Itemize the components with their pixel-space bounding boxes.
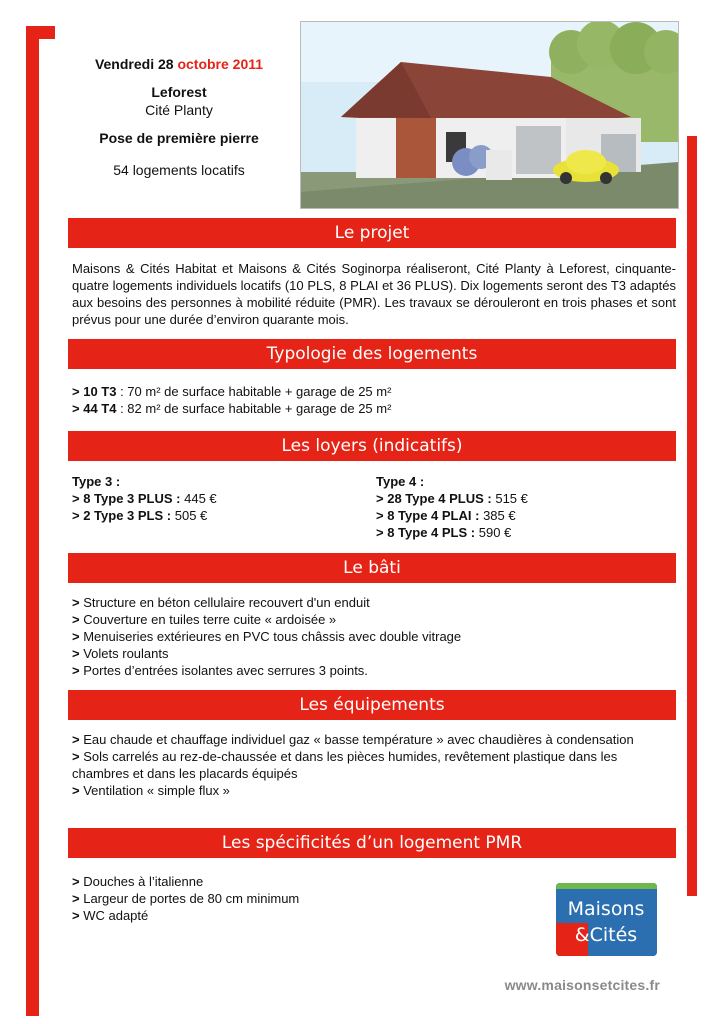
svg-text:Maisons: Maisons xyxy=(567,898,645,920)
list-item: > WC adapté xyxy=(72,908,149,923)
maisons-et-cites-logo xyxy=(556,883,657,956)
list-item: > Eau chaude et chauffage individuel gaz « basse température » avec chaudières à condensation xyxy=(72,732,634,747)
projet-description: Maisons & Cités Habitat et Maisons & Cités Soginorpa réaliseront, Cité Planty à Leforest, cinquante-quatre logements individuels locatifs (10 PLS, 8 PLAI et 36 PLUS). Dix logements seront des T3 adaptés aux besoins des personnes à mobilité réduite (PMR). Les travaux se dérouleront en trois phases et sont prévus pour une durée d’environ quarante mois. xyxy=(72,261,676,327)
equipements-list xyxy=(72,731,676,799)
website-url: www.maisonsetcites.fr xyxy=(504,977,660,993)
list-item: > Ventilation « simple flux » xyxy=(72,783,230,798)
section-header-loyers: Les loyers (indicatifs) xyxy=(68,431,676,461)
list-item: > 10 T3 : 70 m² de surface habitable + garage de 25 m² xyxy=(72,384,392,399)
list-item: > Largeur de portes de 80 cm minimum xyxy=(72,891,300,906)
list-item: > 8 Type 4 PLAI : 385 € xyxy=(376,508,516,523)
rent-type3-column xyxy=(72,473,217,524)
list-item: > 8 Type 4 PLS : 590 € xyxy=(376,525,512,540)
section-header-equipements: Les équipements xyxy=(68,690,676,720)
list-item: > Menuiseries extérieures en PVC tous châssis avec double vitrage xyxy=(72,629,462,644)
list-item: > Volets roulants xyxy=(72,646,169,661)
section-header-pmr: Les spécificités d’un logement PMR xyxy=(68,828,676,858)
event-date: Vendredi 28 octobre 2011 xyxy=(94,56,264,72)
right-red-bar xyxy=(687,136,697,896)
rent-type3-title: Type 3 : xyxy=(72,474,121,489)
list-item: > 44 T4 : 82 m² de surface habitable + garage de 25 m² xyxy=(72,401,392,416)
header-block xyxy=(66,55,292,179)
list-item: > 28 Type 4 PLUS : 515 € xyxy=(376,491,528,506)
house-illustration xyxy=(301,22,678,208)
list-item: > Portes d’entrées isolantes avec serrures 3 points. xyxy=(72,663,368,678)
svg-text:&Cités: &Cités xyxy=(574,924,638,946)
rent-type4-title: Type 4 : xyxy=(376,474,425,489)
town-name: Leforest xyxy=(151,84,207,100)
list-item: > Sols carrelés au rez-de-chaussée et dans les pièces humides, revêtement plastique dans les chambres et dans les placards équipés xyxy=(72,749,618,781)
site-name: Cité Planty xyxy=(145,102,213,118)
section-header-projet: Le projet xyxy=(68,218,676,248)
logo-mark xyxy=(556,883,657,956)
list-item: > 8 Type 3 PLUS : 445 € xyxy=(72,491,217,506)
bati-list xyxy=(72,594,676,679)
list-item: > 2 Type 3 PLS : 505 € xyxy=(72,508,208,523)
typologie-list xyxy=(72,383,676,417)
list-item: > Douches à l’italienne xyxy=(72,874,204,889)
units-count: 54 logements locatifs xyxy=(113,162,245,178)
left-red-bar xyxy=(26,26,39,1016)
section-header-bati: Le bâti xyxy=(68,553,676,583)
section-header-typologie: Typologie des logements xyxy=(68,339,676,369)
list-item: > Couverture en tuiles terre cuite « ardoisée » xyxy=(72,612,337,627)
list-item: > Structure en béton cellulaire recouvert d'un enduit xyxy=(72,595,370,610)
house-rendering-image xyxy=(300,21,679,209)
event-title: Pose de première pierre xyxy=(99,130,259,146)
rent-type4-column xyxy=(376,473,528,541)
left-red-bar-cap xyxy=(39,26,55,39)
